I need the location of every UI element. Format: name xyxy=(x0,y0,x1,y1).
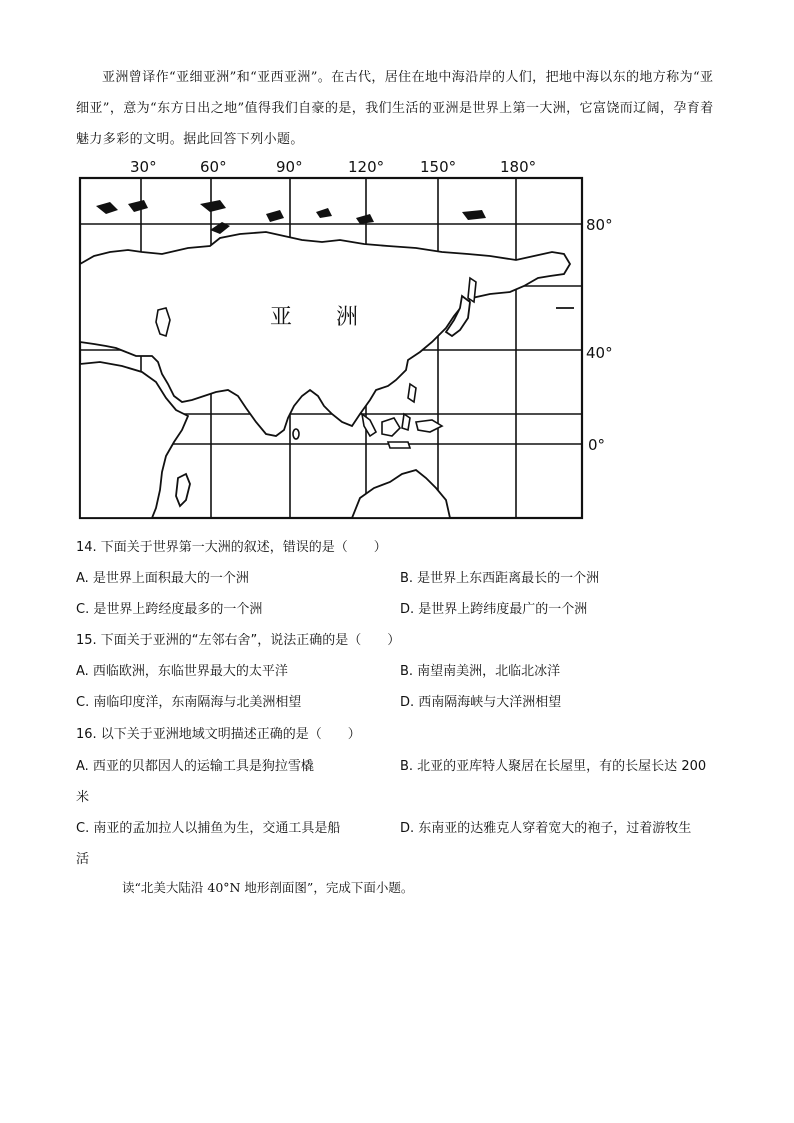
lat-label-0: 0° xyxy=(588,436,606,454)
lon-label-150: 150° xyxy=(420,158,457,176)
question-16-option-b-continued: 米 xyxy=(76,790,90,805)
asia-map-svg xyxy=(70,152,630,527)
question-16-option-d[interactable]: D. 东南亚的达雅克人穿着宽大的袍子，过着游牧生 xyxy=(400,821,692,836)
question-15-option-d[interactable]: D. 西南隔海峡与大洋洲相望 xyxy=(400,695,562,710)
question-14-option-d[interactable]: D. 是世界上跨纬度最广的一个洲 xyxy=(400,602,588,617)
intro-paragraph: 亚洲曾译作“亚细亚洲”和“亚西亚洲”。在古代，居住在地中海沿岸的人们，把地中海以东的地方称为“亚细亚”，意为“东方日出之地”值得我们自豪的是，我们生活的亚洲是世界上第一大洲，它富饶而辽阔，孕育着魅力多彩的文明。据此回答下列小题。 xyxy=(76,70,714,147)
lat-label-80: 80° xyxy=(586,216,613,234)
lat-label-40: 40° xyxy=(586,344,613,362)
question-15-option-b[interactable]: B. 南望南美洲，北临北冰洋 xyxy=(400,664,561,679)
question-15-option-a[interactable]: A. 西临欧洲，东临世界最大的太平洋 xyxy=(76,664,288,679)
question-14-option-c[interactable]: C. 是世界上跨经度最多的一个洲 xyxy=(76,602,263,617)
question-16-stem: 16. 以下关于亚洲地域文明描述正确的是（ ） xyxy=(76,727,361,742)
sri-lanka xyxy=(293,429,299,439)
madagascar xyxy=(176,474,190,506)
arctic-islands xyxy=(96,200,486,234)
lon-label-30: 30° xyxy=(130,158,157,176)
question-14-stem: 14. 下面关于世界第一大洲的叙述，错误的是（ ） xyxy=(76,540,387,555)
question-15-option-c[interactable]: C. 南临印度洋，东南隔海与北美洲相望 xyxy=(76,695,302,710)
question-15-stem: 15. 下面关于亚洲的“左邻右舍”，说法正确的是（ ） xyxy=(76,633,401,648)
sakhalin-island xyxy=(468,278,476,302)
asia-map xyxy=(70,152,630,527)
question-14-option-b[interactable]: B. 是世界上东西距离最长的一个洲 xyxy=(400,571,600,586)
lon-label-120: 120° xyxy=(348,158,385,176)
question-16-option-d-continued: 活 xyxy=(76,852,90,867)
question-16-option-a[interactable]: A. 西亚的贝都因人的运输工具是狗拉雪橇 xyxy=(76,759,314,774)
next-section-prompt: 读“北美大陆沿 40°N 地形剖面图”，完成下面小题。 xyxy=(122,880,414,895)
lon-label-180: 180° xyxy=(500,158,537,176)
question-16-option-b[interactable]: B. 北亚的亚库特人聚居在长屋里，有的长屋长达 200 xyxy=(400,759,707,774)
question-14-option-a[interactable]: A. 是世界上面积最大的一个洲 xyxy=(76,571,249,586)
continent-label: 亚 洲 xyxy=(270,305,359,330)
lon-label-60: 60° xyxy=(200,158,227,176)
lon-label-90: 90° xyxy=(276,158,303,176)
question-16-option-c[interactable]: C. 南亚的孟加拉人以捕鱼为生，交通工具是船 xyxy=(76,821,341,836)
